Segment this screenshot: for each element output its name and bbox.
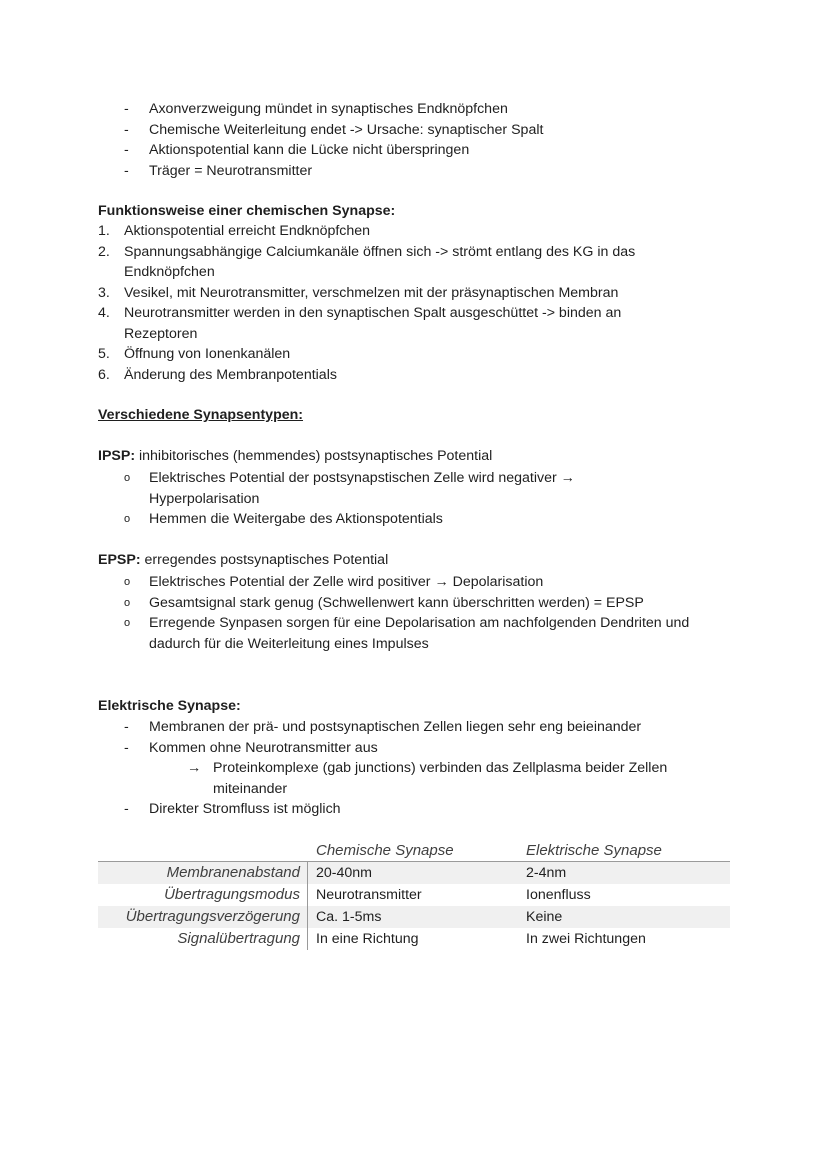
list-item-text: Axonverzweigung mündet in synaptisches Endknöpfchen [149,101,508,117]
list-item-text: Hemmen die Weitergabe des Aktionspotentials [149,511,443,527]
table-row [98,906,730,928]
row-header: Membranenabstand [166,864,300,881]
list-item-text: Chemische Weiterleitung endet -> Ursache: synaptischer Spalt [149,121,544,138]
dash-bullet: - [124,101,129,117]
table-cell: In eine Richtung [316,931,419,947]
step-text: Aktionspotential erreicht Endknöpfchen [124,223,371,239]
step-text: Neurotransmitter werden in den synaptischen Spalt ausgeschüttet -> binden an [124,305,622,321]
list-item-text: Träger = Neurotransmitter [149,162,313,179]
list-item [0,738,828,759]
dash-bullet: - [124,121,129,138]
list-item-text: miteinander [213,780,288,797]
dash-bullet: - [124,719,129,735]
list-item [0,283,828,304]
table-cell: 2-4nm [526,865,567,881]
table-row [98,884,730,906]
list-item-text: Gesamtsignal stark genug (Schwellenwert kann überschritten werden) = EPSP [149,594,644,611]
dash-bullet: - [124,739,129,756]
section-heading-chemical: Funktionsweise einer chemischen Synapse: [98,203,396,219]
list-item [0,303,828,324]
list-item-continuation [0,489,828,510]
list-item [0,468,828,489]
circle-bullet: o [124,596,131,609]
table-cell: Ca. 1-5ms [316,909,382,925]
table-cell: In zwei Richtungen [526,931,646,947]
step-number: 3. [98,284,110,301]
list-item-text: Proteinkomplexe (gab junctions) verbinden das Zellplasma beider Zellen [213,760,668,776]
row-header: Signalübertragung [177,930,300,947]
table-header-row [98,840,730,862]
list-item [0,242,828,263]
list-item-text: Elektrisches Potential der Zelle wird positiver → Depolarisation [149,574,544,590]
list-item-text: Membranen der prä- und postsynaptischen Zellen liegen sehr eng beieinander [149,719,642,735]
list-item-text: Elektrisches Potential der postsynapstischen Zelle wird negativer → [149,470,575,486]
circle-bullet: o [124,513,131,525]
list-item [0,572,828,593]
step-number: 5. [98,346,110,362]
ipsp-desc: inhibitorisches (hemmendes) postsynaptisches Potential [135,448,493,464]
list-item [0,509,828,530]
step-text: Änderung des Membranpotentials [124,366,337,383]
dash-bullet: - [124,162,129,179]
circle-bullet: o [124,472,131,484]
row-header: Übertragungsverzögerung [125,908,300,925]
ipsp-label: IPSP: [98,448,136,464]
arrow-right-icon: → [187,760,202,776]
list-item-text: dadurch für die Weiterleitung eines Impulses [149,635,429,652]
column-divider [307,884,308,906]
list-item [0,593,828,614]
step-text: Vesikel, mit Neurotransmitter, verschmelzen mit der präsynaptischen Membran [124,284,619,301]
sub-list-item [0,758,828,779]
column-header-electrical: Elektrische Synapse [526,842,662,859]
step-text: Rezeptoren [124,325,198,342]
list-item-continuation [0,262,828,283]
table-cell: Keine [526,909,563,925]
dash-bullet: - [124,142,129,158]
epsp-definition [98,550,388,571]
step-number: 6. [98,366,110,383]
list-item-text: Kommen ohne Neurotransmitter aus [149,739,378,756]
list-item-continuation [0,634,828,655]
circle-bullet: o [124,617,131,629]
list-item-continuation [0,779,828,800]
comparison-table [98,840,730,950]
step-text: Endknöpfchen [124,264,215,280]
chemical-steps-list [0,221,828,385]
step-text: Spannungsabhängige Calciumkanäle öffnen sich -> strömt entlang des KG in das [124,243,636,260]
list-item [0,140,828,161]
table-cell: Neurotransmitter [316,887,422,903]
list-item-text: Erregende Synpasen sorgen für eine Depolarisation am nachfolgenden Dendriten und [149,615,690,631]
section-heading-electrical: Elektrische Synapse: [98,698,241,714]
table-cell: 20-40nm [316,865,372,881]
step-number: 2. [98,243,110,260]
electrical-list [0,717,828,820]
step-number: 4. [98,305,110,321]
step-number: 1. [98,223,110,239]
column-divider [307,928,308,950]
list-item-text: Hyperpolarisation [149,490,260,507]
list-item [0,99,828,120]
ipsp-list [0,468,828,530]
list-item [0,717,828,738]
epsp-list [0,572,828,654]
circle-bullet: o [124,576,131,588]
table-row [98,928,730,950]
list-item [0,613,828,634]
list-item [0,799,828,820]
list-item-continuation [0,324,828,345]
list-item-text: Aktionspotential kann die Lücke nicht überspringen [149,142,470,158]
list-item [0,161,828,182]
step-text: Öffnung von Ionenkanälen [124,346,291,362]
list-item [0,221,828,242]
list-item-text: Direkter Stromfluss ist möglich [149,801,341,817]
list-item [0,120,828,141]
section-heading-types: Verschiedene Synapsentypen: [98,407,304,423]
list-item [0,365,828,386]
column-header-chemical: Chemische Synapse [316,842,454,859]
dash-bullet: - [124,801,129,817]
table-row [98,862,730,884]
table-cell: Ionenfluss [526,887,591,903]
column-divider [307,862,308,884]
ipsp-definition [98,446,492,467]
column-divider [307,906,308,928]
epsp-desc: erregendes postsynaptisches Potential [140,552,389,568]
row-header: Übertragungsmodus [164,886,300,903]
intro-bullet-list [0,99,828,181]
list-item [0,344,828,365]
epsp-label: EPSP: [98,552,141,568]
